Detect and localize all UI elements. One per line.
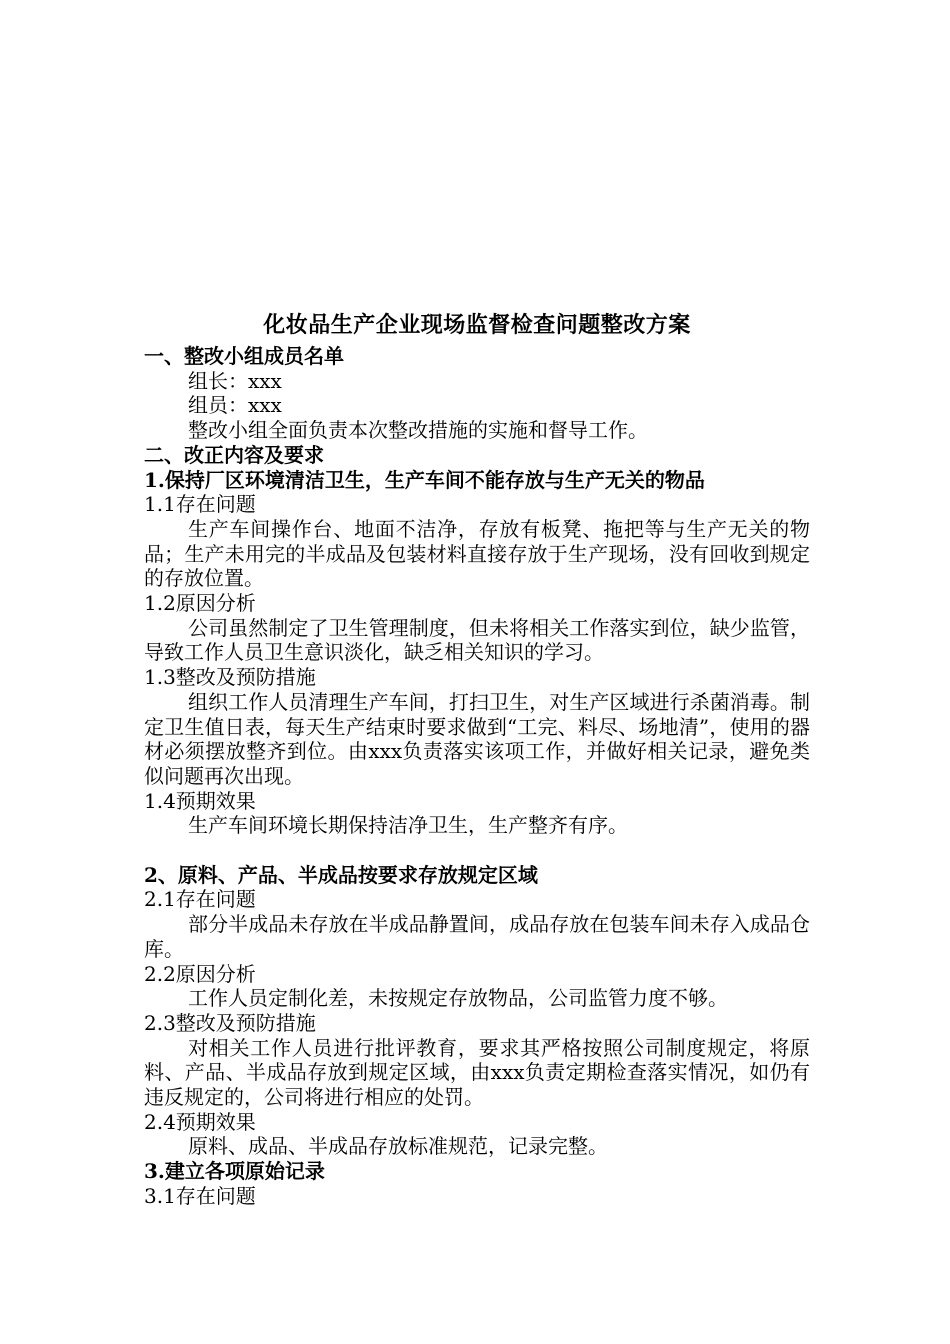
item1-effect-text: 生产车间环境长期保持洁净卫生，生产整齐有序。 xyxy=(188,813,628,838)
item2-cause-text: 工作人员定制化差，未按规定存放物品，公司监管力度不够。 xyxy=(188,986,728,1011)
item3-heading: 3.建立各项原始记录 xyxy=(144,1159,325,1184)
section2-heading: 二、改正内容及要求 xyxy=(144,442,324,467)
item1-effect-label: 1.4预期效果 xyxy=(144,788,256,813)
item2-measure-text: 对相关工作人员进行批评教育，要求其严格按照公司制度规定，将原料、产品、半成品存放到规定区域，由xxx负责定期检查落实情况，如仍有违反规定的，公司将进行相应的处罚。 xyxy=(144,1035,810,1110)
item1-cause-label: 1.2原因分析 xyxy=(144,591,256,616)
section1-heading: 一、整改小组成员名单 xyxy=(144,344,344,368)
item2-effect-text: 原料、成品、半成品存放标准规范，记录完整。 xyxy=(188,1134,608,1159)
item1-heading: 1.保持厂区环境清洁卫生，生产车间不能存放与生产无关的物品 xyxy=(144,467,705,492)
item1-problem-label: 1.1存在问题 xyxy=(144,492,256,517)
team-duty: 整改小组全面负责本次整改措施的实施和督导工作。 xyxy=(188,418,648,443)
item2-cause-label: 2.2原因分析 xyxy=(144,961,256,986)
item2-heading: 2、原料、产品、半成品按要求存放规定区域 xyxy=(144,862,538,887)
item2-problem-label: 2.1存在问题 xyxy=(144,887,256,912)
item2-effect-label: 2.4预期效果 xyxy=(144,1109,256,1134)
blank-line xyxy=(144,838,810,863)
item1-problem-text: 生产车间操作台、地面不洁净，存放有板凳、拖把等与生产无关的物品；生产未用完的半成品及包装材料直接存放于生产现场，没有回收到规定的存放位置。 xyxy=(144,516,810,591)
team-leader: 组长：xxx xyxy=(188,368,282,393)
team-member: 组员：xxx xyxy=(188,393,282,418)
item1-measure-text: 组织工作人员清理生产车间，打扫卫生，对生产区域进行杀菌消毒。制定卫生值日表，每天生产结束时要求做到“工完、料尽、场地清”，使用的器材必须摆放整齐到位。由xxx负责落实该项工作，并做好相关记录，避免类似问题再次出现。 xyxy=(144,689,810,788)
document-body xyxy=(144,310,810,1209)
item1-cause-text: 公司虽然制定了卫生管理制度，但未将相关工作落实到位，缺少监管，导致工作人员卫生意识淡化，缺乏相关知识的学习。 xyxy=(144,615,810,665)
item1-measure-label: 1.3整改及预防措施 xyxy=(144,665,316,690)
item2-problem-text: 部分半成品未存放在半成品静置间，成品存放在包装车间未存入成品仓库。 xyxy=(144,912,810,961)
item3-problem-label: 3.1存在问题 xyxy=(144,1183,256,1208)
item2-measure-label: 2.3整改及预防措施 xyxy=(144,1010,316,1035)
page-title: 化妆品生产企业现场监督检查问题整改方案 xyxy=(263,312,691,338)
